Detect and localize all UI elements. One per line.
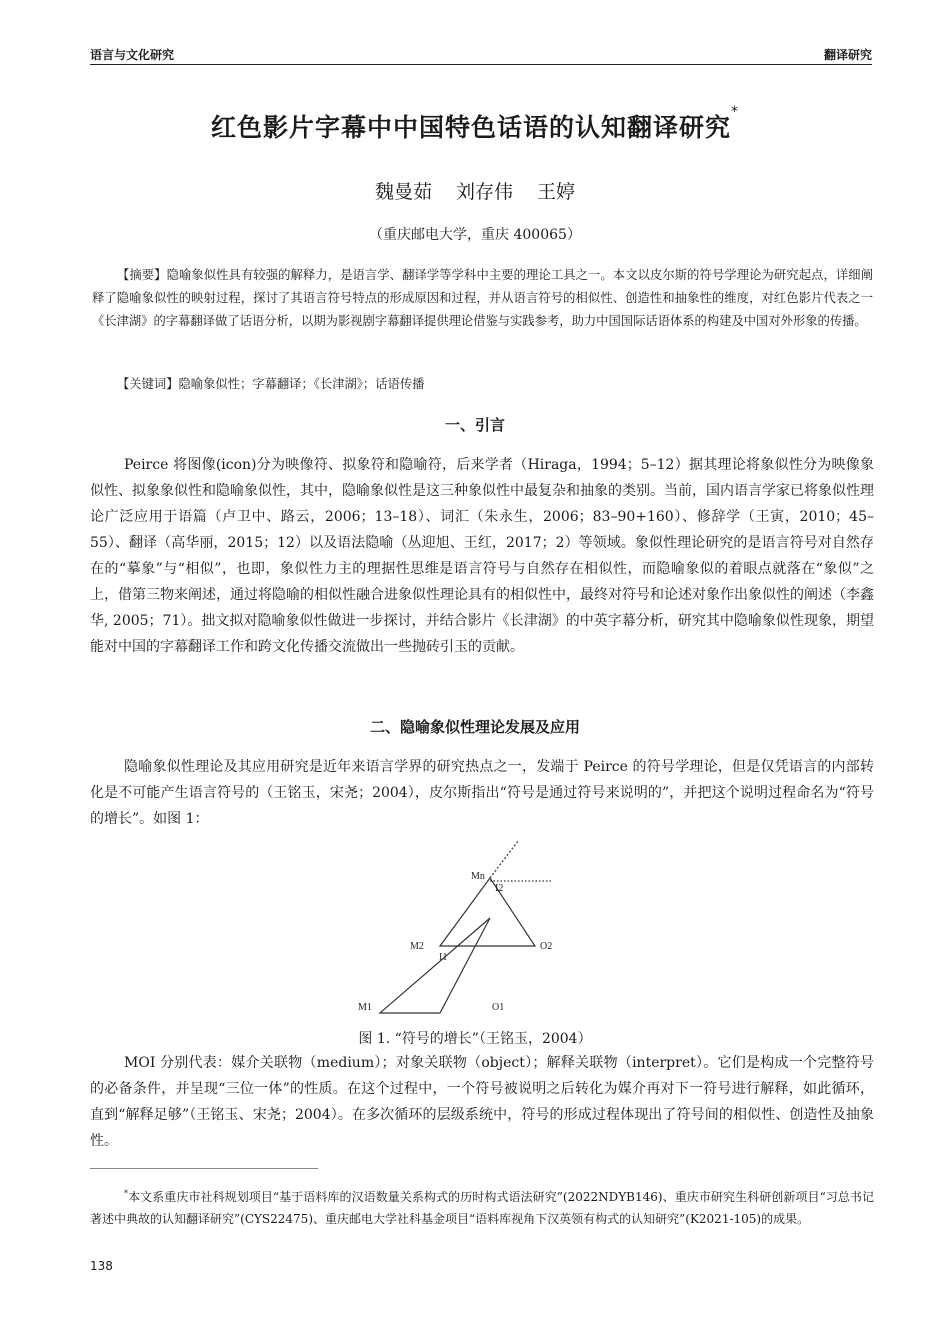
intro-paragraph: Peirce 将图像(icon)分为映像符、拟象符和隐喻符，后来学者（Hiraga，1994；5–12）据其理论将象似性分为映像象似性、拟象象似性和隐喻象似性，其中，隐喻象似性是这三种象似性中最复杂和抽象的类别。当前，国内语言学家已将象似性理论广泛应用于语篇（卢卫中、路云，2006；13–18）、词汇（朱永生，2006；83–90+160）、修辞学（王寅，2010；45–55）、翻译（高华丽，2015；12）以及语法隐喻（丛迎旭、王红，2017；2）等领域。象似性理论研究的是语言符号对自然存在的“摹象”与“相似”，也即，象似性力主的理据性思维是语言符号与自然存在相似性，而隐喻象似的着眼点就落在“象似”之上，借第三物来阐述，通过将隐喻的相似性融合进象似性理论具有的相似性中，最终对符号和论述对象作出象似性的阐述（李鑫华, 2005；71）。拙文拟对隐喻象似性做进一步探讨，并结合影片《长津湖》的中英字幕分析，研究其中隐喻象似性现象，期望能对中国的字幕翻译工作和跨文化传播交流做出一些抛砖引玉的贡献。 [90,457,874,655]
title-text: 红色影片字幕中中国特色话语的认知翻译研究 [210,113,731,142]
label-o1: O1 [492,1002,505,1013]
section-name: 翻译研究 [823,48,872,62]
label-m1: M1 [358,1002,372,1013]
footnote-mark: * [124,1189,128,1198]
figure-caption: 图 1. “符号的增长”（王铭玉，2004） [358,1031,592,1047]
footnote [90,1183,874,1230]
label-i1: I1 [439,952,448,963]
label-i2: I2 [495,883,504,894]
theory-paragraph: 隐喻象似性理论及其应用研究是近年来语言学界的研究热点之一，发端于 Peirce 的符号学理论，但是仅凭语言的内部转化是不可能产生语言符号的（王铭玉，宋尧；2004），皮尔斯指出“符号是通过符号来说明的”，并把这个说明过程命名为“符号的增长”。如图 1： [90,759,874,827]
section-heading-theory: 二、隐喻象似性理论发展及应用 [369,718,580,736]
page-number: 138 [90,1259,113,1273]
moi-paragraph: MOI 分别代表：媒介关联物（medium）；对象关联物（object）；解释关联物（interpret）。它们是构成一个完整符号的必备条件，并呈现“三位一体”的性质。在这个过程中，一个符号被说明之后转化为媒介再对下一符号进行解释，如此循环，直到“解释足够”（王铭玉、宋尧；2004）。在多次循环的层级系统中，符号的形成过程体现出了符号间的相似性、创造性及抽象性。 [90,1055,874,1149]
label-mn: Mn [471,871,485,882]
section-heading-intro: 一、引言 [444,416,505,434]
paper-title [0,104,950,144]
affiliation: （重庆邮电大学，重庆 400065） [369,227,581,243]
label-o2: O2 [540,941,553,952]
journal-name: 语言与文化研究 [90,48,175,62]
footnote-divider [90,1168,318,1169]
footnote-text: 本文系重庆市社科规划项目“基于语料库的汉语数量关系构式的历时构式语法研究”(2022NDYB146)、重庆市研究生科研创新项目“习总书记著述中典故的认知翻译研究”(CYS22475)、重庆邮电大学社科基金项目“语料库视角下汉英领有构式的认知研究”(K2021-105)的成果。 [90,1190,874,1226]
abstract: 【摘要】隐喻象似性具有较强的解释力，是语言学、翻译学等学科中主要的理论工具之一。本文以皮尔斯的符号学理论为研究起点，详细阐释了隐喻象似性的映射过程，探讨了其语言符号特点的形成原因和过程，并从语言符号的相似性、创造性和抽象性的维度，对红色影片代表之一《长津湖》的字幕翻译做了话语分析，以期为影视剧字幕翻译提供理论借鉴与实践参考，助力中国国际话语体系的构建及中国对外形象的传播。 [92,268,873,328]
authors: 魏曼茹 刘存伟 王婷 [374,181,576,203]
sign-growth-figure [350,838,590,1023]
label-m2: M2 [410,941,424,952]
triangle-level-2 [440,878,535,946]
running-header [90,44,872,65]
dashed-extension-line [490,841,518,878]
title-footnote-mark: * [731,104,739,120]
keywords: 【关键词】隐喻象似性；字幕翻译；《长津湖》；话语传播 [117,377,425,391]
triangle-level-1 [380,918,490,1013]
